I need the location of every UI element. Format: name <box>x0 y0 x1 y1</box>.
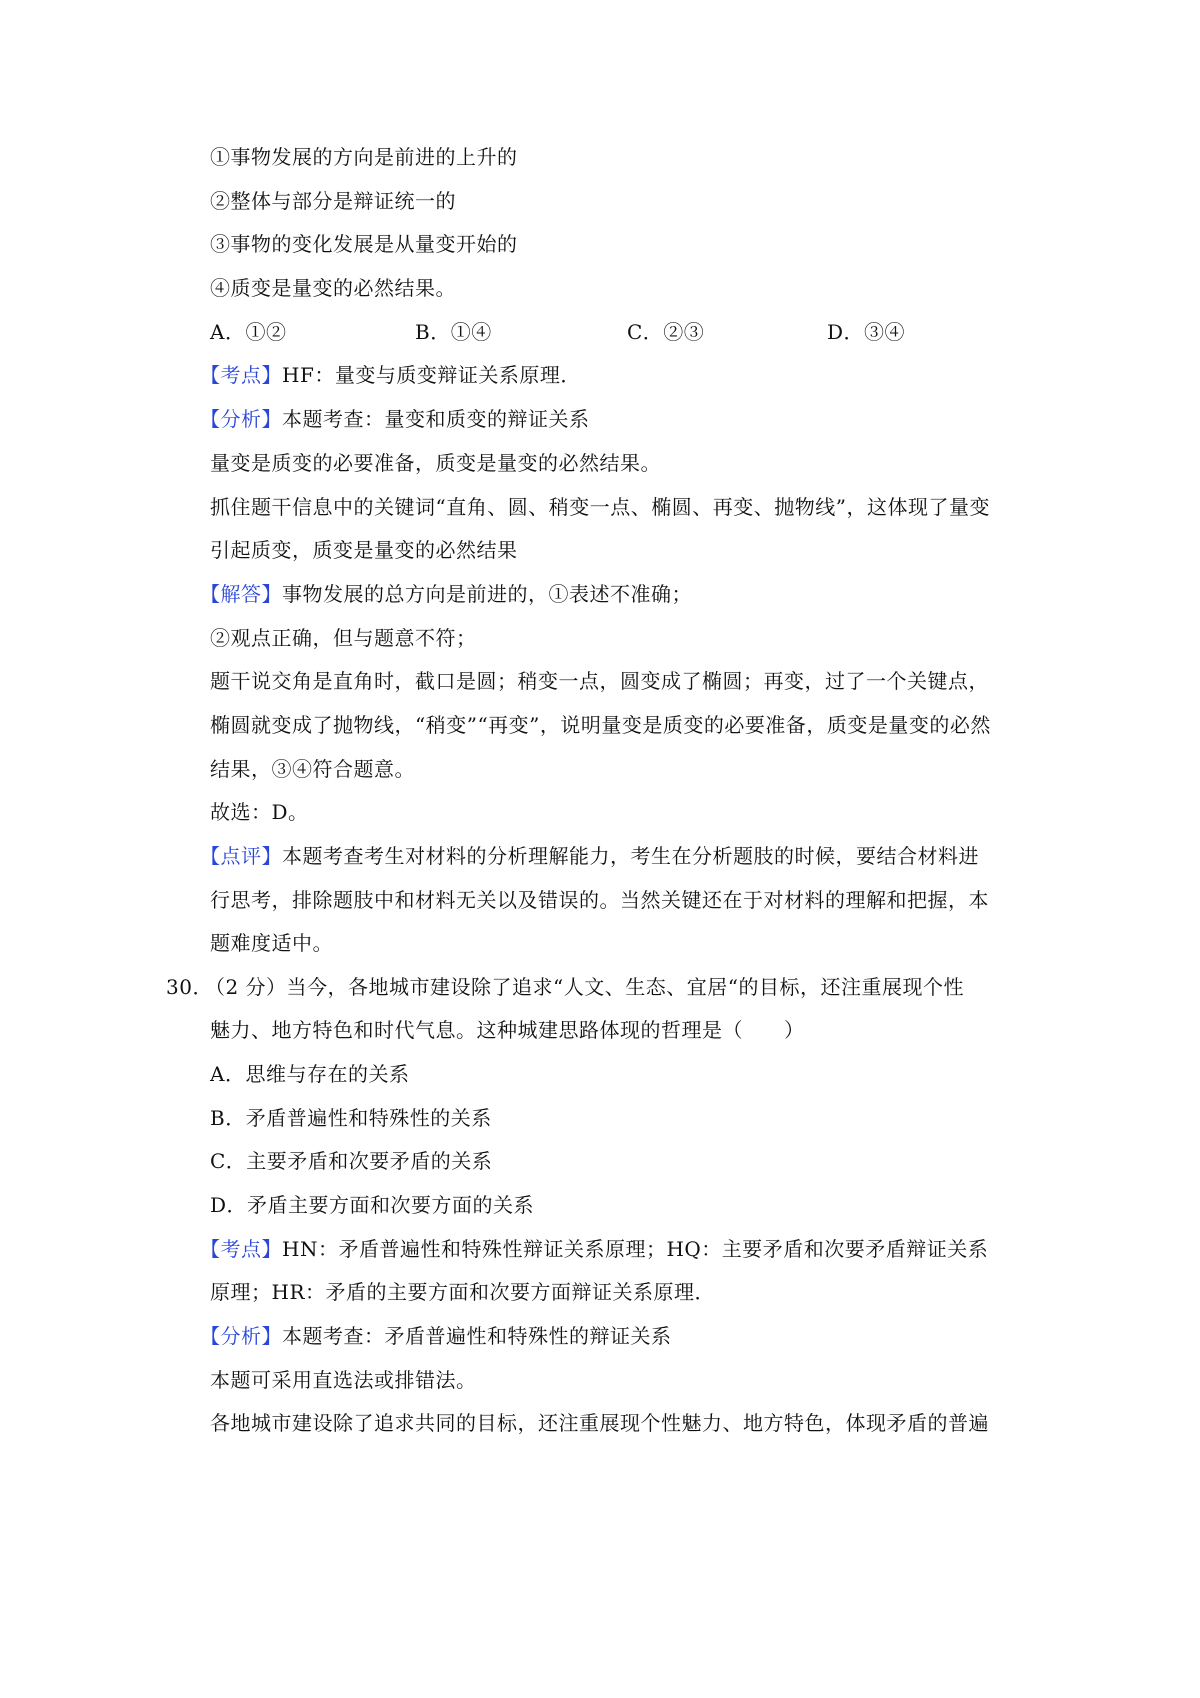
statement-1: ①事物发展的方向是前进的上升的 <box>210 145 518 169</box>
q29-review-line-2: 题难度适中。 <box>210 931 333 955</box>
q30-option-c: C．主要矛盾和次要矛盾的关系 <box>210 1149 493 1173</box>
q29-analysis-line-3: 引起质变，质变是量变的必然结果 <box>210 538 518 562</box>
jieda-tag: 【解答】 <box>200 582 282 606</box>
q30-kaodian-text: HN：矛盾普遍性和特殊性辩证关系原理；HQ：主要矛盾和次要矛盾辩证关系 <box>282 1237 989 1261</box>
q29-jieda <box>200 580 692 608</box>
q29-option-c: C．②③ <box>627 320 705 344</box>
dianping-tag: 【点评】 <box>200 844 282 868</box>
q29-answer-line-4: 结果，③④符合题意。 <box>210 757 415 781</box>
q29-answer-line-5: 故选：D。 <box>210 800 309 824</box>
q29-analysis-line-2: 抓住题干信息中的关键词“直角、圆、稍变一点、椭圆、再变、抛物线”，这体现了量变 <box>210 495 990 519</box>
q29-kaodian <box>200 361 581 389</box>
q30-fenxi-text: 本题考查：矛盾普遍性和特殊性的辩证关系 <box>282 1324 672 1348</box>
q29-jieda-text: 事物发展的总方向是前进的，①表述不准确； <box>282 582 692 606</box>
q30-option-a: A．思维与存在的关系 <box>210 1062 410 1086</box>
q30-kaodian <box>200 1235 988 1263</box>
q29-answer-line-3: 椭圆就变成了抛物线，“稍变”“再变”，说明量变是质变的必要准备，质变是量变的必然 <box>210 713 991 737</box>
q30-analysis-line-2: 各地城市建设除了追求共同的目标，还注重展现个性魅力、地方特色，体现矛盾的普遍 <box>210 1411 989 1435</box>
q30-stem-line-1 <box>166 973 964 1001</box>
q29-fenxi-text: 本题考查：量变和质变的辩证关系 <box>282 407 590 431</box>
q29-answer-line-1: ②观点正确，但与题意不符； <box>210 626 477 650</box>
q29-fenxi <box>200 405 590 433</box>
q29-kaodian-text: HF：量变与质变辩证关系原理． <box>282 363 581 387</box>
q30-stem-line-2: 魅力、地方特色和时代气息。这种城建思路体现的哲理是（ ） <box>210 1018 805 1042</box>
fenxi-tag: 【分析】 <box>200 1324 282 1348</box>
q29-answer-line-2: 题干说交角是直角时，截口是圆；稍变一点，圆变成了椭圆；再变，过了一个关键点， <box>210 669 989 693</box>
q30-kaodian-line-2: 原理；HR：矛盾的主要方面和次要方面辩证关系原理． <box>210 1280 715 1304</box>
q29-options <box>210 318 970 346</box>
kaodian-tag: 【考点】 <box>200 363 282 387</box>
q29-dianping <box>200 842 979 870</box>
q30-option-b: B．矛盾普遍性和特殊性的关系 <box>210 1106 492 1130</box>
statement-4: ④质变是量变的必然结果。 <box>210 276 456 300</box>
q29-analysis-line-1: 量变是质变的必要准备，质变是量变的必然结果。 <box>210 451 661 475</box>
q29-option-b: B．①④ <box>415 320 492 344</box>
q29-option-d: D．③④ <box>827 320 906 344</box>
statement-3: ③事物的变化发展是从量变开始的 <box>210 232 518 256</box>
q30-stem-text: （2 分）当今，各地城市建设除了追求“人文、生态、宜居“的目标，还注重展现个性 <box>214 975 964 999</box>
q30-number: 30． <box>166 975 213 999</box>
kaodian-tag: 【考点】 <box>200 1237 282 1261</box>
q29-dianping-text: 本题考查考生对材料的分析理解能力，考生在分析题肢的时候，要结合材料进 <box>282 844 979 868</box>
q29-option-a: A．①② <box>210 320 287 344</box>
q30-fenxi <box>200 1322 672 1350</box>
q30-option-d: D．矛盾主要方面和次要方面的关系 <box>210 1193 535 1217</box>
q29-review-line-1: 行思考，排除题肢中和材料无关以及错误的。当然关键还在于对材料的理解和把握，本 <box>210 888 989 912</box>
fenxi-tag: 【分析】 <box>200 407 282 431</box>
q30-analysis-line-1: 本题可采用直选法或排错法。 <box>210 1368 477 1392</box>
statement-2: ②整体与部分是辩证统一的 <box>210 189 456 213</box>
